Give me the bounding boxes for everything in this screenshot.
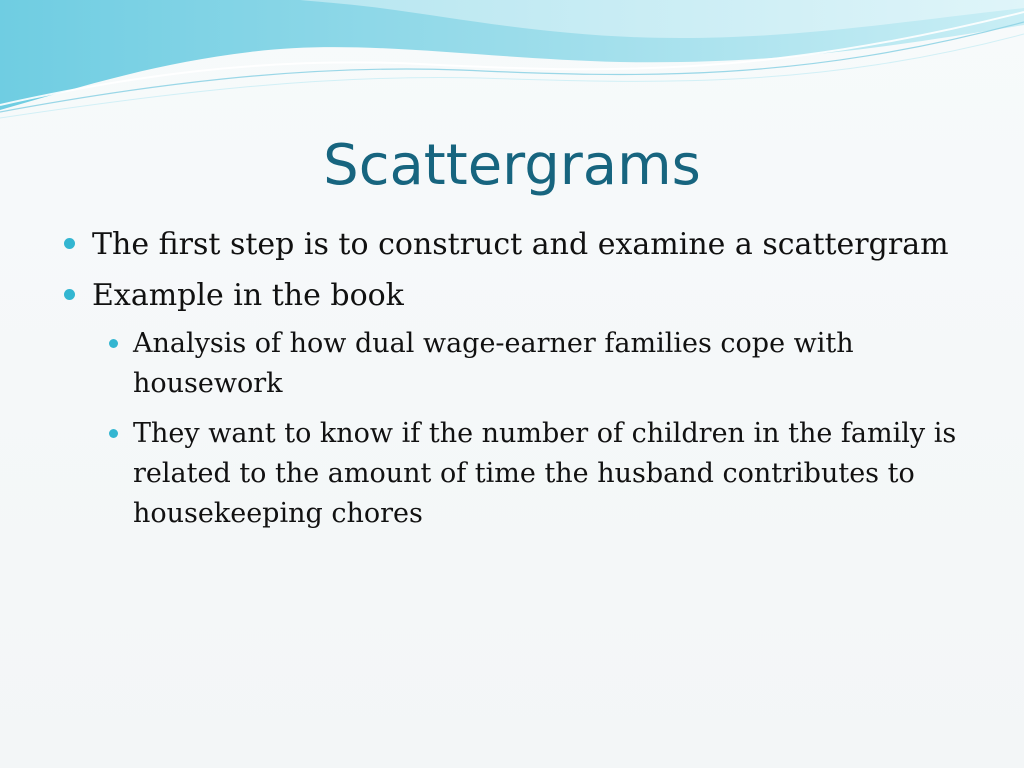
bullet-item (60, 273, 960, 318)
bullet-dot-icon (64, 238, 75, 249)
sub-bullet-item (60, 414, 960, 534)
sub-bullet-dot-icon (109, 339, 118, 348)
bullet-text: The first step is to construct and examine a scattergram (92, 227, 949, 262)
slide-title: Scattergrams (323, 133, 701, 198)
slide-content (60, 222, 960, 544)
sub-bullet-dot-icon (109, 429, 118, 438)
sub-bullet-text: They want to know if the number of children in the family is related to the amount of time the husband contributes to housekeeping chores (133, 418, 957, 529)
sub-bullet-item (60, 324, 960, 404)
bullet-text: Example in the book (92, 278, 404, 313)
bullet-dot-icon (64, 289, 75, 300)
bullet-item (60, 222, 960, 267)
wave-header-decoration (0, 0, 1024, 130)
sub-bullet-text: Analysis of how dual wage-earner families cope with housework (133, 328, 854, 399)
